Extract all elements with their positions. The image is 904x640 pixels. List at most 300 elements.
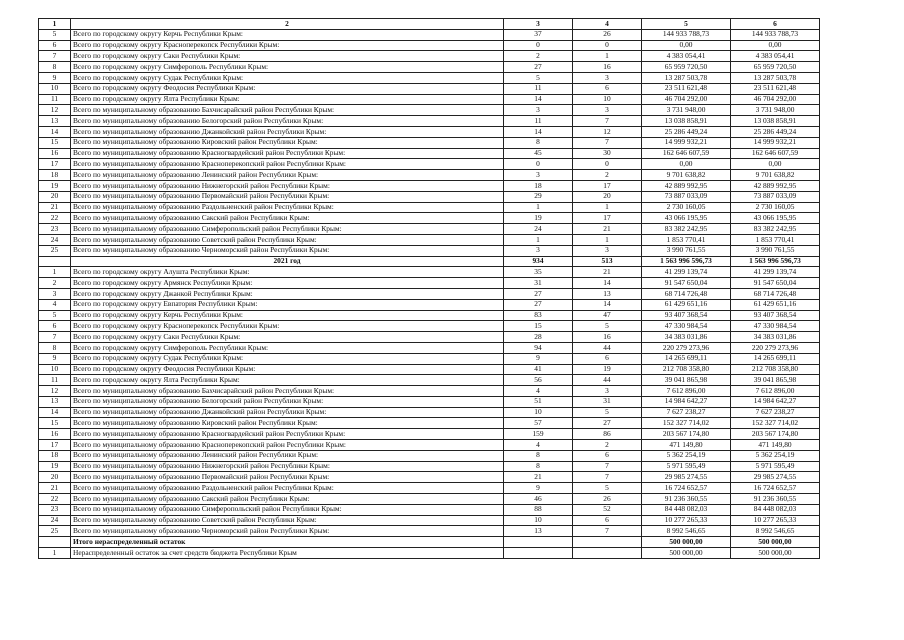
row-count-a: 4 [504, 440, 573, 451]
row-count-a: 934 [504, 256, 573, 267]
row-count-a: 13 [504, 526, 573, 537]
row-amount-b: 73 887 033,09 [731, 191, 820, 202]
table-row [39, 148, 820, 159]
row-number: 1 [39, 267, 71, 278]
row-count-b: 2 [573, 440, 642, 451]
row-amount-a: 0,00 [642, 159, 731, 170]
table-row [39, 180, 820, 191]
row-count-b: 7 [573, 116, 642, 127]
row-amount-b: 144 933 788,73 [731, 29, 820, 40]
row-amount-a: 152 327 714,02 [642, 418, 731, 429]
row-number: 13 [39, 116, 71, 127]
row-name: Всего по городскому округу Джанкой Республики Крым: [71, 288, 504, 299]
row-number [39, 256, 71, 267]
row-amount-a: 8 992 546,65 [642, 526, 731, 537]
table-body [39, 19, 820, 559]
table-row [39, 375, 820, 386]
table-row [39, 191, 820, 202]
table-row [39, 310, 820, 321]
table-row [39, 202, 820, 213]
row-name: Всего по муниципальному образованию Ленинский район Республики Крым: [71, 450, 504, 461]
row-name: Всего по муниципальному образованию Белогорский район Республики Крым: [71, 116, 504, 127]
row-count-a: 3 [504, 105, 573, 116]
table-row [39, 504, 820, 515]
row-count-b: 7 [573, 137, 642, 148]
allocation-table [38, 18, 820, 559]
header-cell: 6 [731, 19, 820, 30]
row-amount-a: 73 887 033,09 [642, 191, 731, 202]
row-amount-b: 162 646 607,59 [731, 148, 820, 159]
row-amount-a: 13 287 503,78 [642, 72, 731, 83]
table-row [39, 396, 820, 407]
table-row [39, 245, 820, 256]
row-amount-a: 500 000,00 [642, 548, 731, 559]
row-count-a: 9 [504, 483, 573, 494]
row-count-b: 3 [573, 386, 642, 397]
row-number: 18 [39, 170, 71, 181]
row-name: Всего по городскому округу Ялта Республики Крым: [71, 94, 504, 105]
row-count-b: 3 [573, 72, 642, 83]
row-number: 23 [39, 504, 71, 515]
row-amount-a: 91 236 360,55 [642, 494, 731, 505]
table-row [39, 62, 820, 73]
row-amount-b: 220 279 273,96 [731, 342, 820, 353]
row-amount-a: 83 382 242,95 [642, 224, 731, 235]
row-number: 19 [39, 180, 71, 191]
row-number: 25 [39, 245, 71, 256]
row-amount-a: 4 383 054,41 [642, 51, 731, 62]
row-count-a: 88 [504, 504, 573, 515]
row-number: 5 [39, 310, 71, 321]
row-amount-a: 5 971 595,49 [642, 461, 731, 472]
row-amount-a: 5 362 254,19 [642, 450, 731, 461]
row-amount-a: 29 985 274,55 [642, 472, 731, 483]
row-amount-a: 500 000,00 [642, 537, 731, 548]
table-row [39, 224, 820, 235]
row-count-a: 35 [504, 267, 573, 278]
row-number: 5 [39, 29, 71, 40]
row-count-b: 7 [573, 526, 642, 537]
row-number: 12 [39, 105, 71, 116]
row-name: Всего по муниципальному образованию Черноморский район Республики Крым: [71, 526, 504, 537]
row-amount-b: 68 714 726,48 [731, 288, 820, 299]
row-number: 12 [39, 386, 71, 397]
table-row [39, 364, 820, 375]
row-amount-a: 203 567 174,80 [642, 429, 731, 440]
row-number: 1 [39, 548, 71, 559]
row-amount-b: 39 041 865,98 [731, 375, 820, 386]
row-count-a: 0 [504, 159, 573, 170]
row-name: Всего по городскому округу Керчь Республики Крым: [71, 29, 504, 40]
table-row [39, 72, 820, 83]
row-name: Всего по городскому округу Алушта Республики Крым: [71, 267, 504, 278]
row-count-b: 14 [573, 278, 642, 289]
row-amount-a: 39 041 865,98 [642, 375, 731, 386]
row-number: 18 [39, 450, 71, 461]
row-count-b: 17 [573, 180, 642, 191]
row-amount-b: 14 984 642,27 [731, 396, 820, 407]
row-count-b: 26 [573, 29, 642, 40]
row-amount-b: 41 299 139,74 [731, 267, 820, 278]
row-amount-b: 13 287 503,78 [731, 72, 820, 83]
table-row [39, 407, 820, 418]
row-name: Всего по городскому округу Феодосия Республики Крым: [71, 364, 504, 375]
row-amount-a: 46 704 292,00 [642, 94, 731, 105]
row-count-a: 0 [504, 40, 573, 51]
row-count-b: 52 [573, 504, 642, 515]
row-count-a: 18 [504, 180, 573, 191]
table-row [39, 429, 820, 440]
row-amount-a: 0,00 [642, 40, 731, 51]
row-number [39, 537, 71, 548]
row-count-a: 4 [504, 386, 573, 397]
row-amount-b: 46 704 292,00 [731, 94, 820, 105]
row-amount-b: 7 627 238,27 [731, 407, 820, 418]
row-name: Всего по муниципальному образованию Симферопольский район Республики Крым: [71, 224, 504, 235]
row-amount-a: 34 383 031,86 [642, 332, 731, 343]
row-count-a: 2 [504, 51, 573, 62]
row-count-a: 28 [504, 332, 573, 343]
row-count-b: 3 [573, 105, 642, 116]
row-name: Всего по муниципальному образованию Первомайский район Республики Крым: [71, 472, 504, 483]
row-name: Всего по городскому округу Керчь Республики Крым: [71, 310, 504, 321]
row-amount-b: 5 971 595,49 [731, 461, 820, 472]
row-number: 14 [39, 126, 71, 137]
row-amount-a: 68 714 726,48 [642, 288, 731, 299]
row-count-b: 7 [573, 461, 642, 472]
row-number: 23 [39, 224, 71, 235]
row-count-a: 8 [504, 137, 573, 148]
row-amount-b: 10 277 265,33 [731, 515, 820, 526]
row-count-a: 41 [504, 364, 573, 375]
row-count-b: 16 [573, 62, 642, 73]
row-count-a: 10 [504, 407, 573, 418]
row-count-b: 6 [573, 83, 642, 94]
row-amount-a: 43 066 195,95 [642, 213, 731, 224]
row-name: Всего по городскому округу Симферополь Республики Крым: [71, 62, 504, 73]
row-number: 3 [39, 288, 71, 299]
row-amount-b: 0,00 [731, 40, 820, 51]
table-row [39, 170, 820, 181]
row-amount-b: 14 265 699,11 [731, 353, 820, 364]
row-count-a: 56 [504, 375, 573, 386]
row-number: 16 [39, 148, 71, 159]
row-count-b: 19 [573, 364, 642, 375]
row-amount-b: 3 731 948,00 [731, 105, 820, 116]
table-row [39, 299, 820, 310]
row-count-b: 14 [573, 299, 642, 310]
row-number: 4 [39, 299, 71, 310]
row-amount-a: 1 563 996 596,73 [642, 256, 731, 267]
row-count-a: 9 [504, 353, 573, 364]
row-amount-a: 42 889 992,95 [642, 180, 731, 191]
row-number: 6 [39, 321, 71, 332]
row-count-a: 29 [504, 191, 573, 202]
row-count-b: 1 [573, 51, 642, 62]
row-number: 17 [39, 159, 71, 170]
row-amount-a: 3 731 948,00 [642, 105, 731, 116]
row-name: Всего по муниципальному образованию Нижнегорский район Республики Крым: [71, 461, 504, 472]
table-row [39, 83, 820, 94]
row-amount-b: 500 000,00 [731, 537, 820, 548]
row-count-b: 513 [573, 256, 642, 267]
table-row [39, 234, 820, 245]
row-count-b: 16 [573, 332, 642, 343]
row-name: Всего по городскому округу Феодосия Республики Крым: [71, 83, 504, 94]
row-name: Всего по городскому округу Судак Республики Крым: [71, 72, 504, 83]
row-amount-a: 14 265 699,11 [642, 353, 731, 364]
row-number: 25 [39, 526, 71, 537]
table-header-row [39, 19, 820, 30]
row-count-b: 5 [573, 483, 642, 494]
row-name: Всего по городскому округу Симферополь Республики Крым: [71, 342, 504, 353]
table-row [39, 29, 820, 40]
row-name: Всего по муниципальному образованию Красноперекопский район Республики Крым: [71, 440, 504, 451]
row-number: 24 [39, 234, 71, 245]
row-count-b: 10 [573, 94, 642, 105]
row-number: 15 [39, 418, 71, 429]
table-row [39, 51, 820, 62]
row-number: 15 [39, 137, 71, 148]
row-number: 6 [39, 40, 71, 51]
row-amount-b: 91 547 650,04 [731, 278, 820, 289]
table-row [39, 461, 820, 472]
table-row [39, 472, 820, 483]
table-row [39, 440, 820, 451]
row-number: 16 [39, 429, 71, 440]
row-number: 20 [39, 191, 71, 202]
row-count-b: 17 [573, 213, 642, 224]
table-row [39, 126, 820, 137]
row-amount-b: 4 383 054,41 [731, 51, 820, 62]
row-count-a: 3 [504, 170, 573, 181]
row-count-b: 0 [573, 159, 642, 170]
row-number: 19 [39, 461, 71, 472]
row-count-a: 8 [504, 461, 573, 472]
row-number: 10 [39, 83, 71, 94]
row-count-a: 3 [504, 245, 573, 256]
row-name: Всего по городскому округу Армянск Республики Крым: [71, 278, 504, 289]
row-amount-b: 65 959 720,50 [731, 62, 820, 73]
row-count-b: 21 [573, 224, 642, 235]
row-number: 11 [39, 94, 71, 105]
table-row [39, 116, 820, 127]
row-count-b: 47 [573, 310, 642, 321]
row-count-b: 27 [573, 418, 642, 429]
row-count-b: 31 [573, 396, 642, 407]
row-name: Всего по муниципальному образованию Советский район Республики Крым: [71, 234, 504, 245]
row-amount-b: 1 853 770,41 [731, 234, 820, 245]
row-count-a: 94 [504, 342, 573, 353]
row-number: 7 [39, 51, 71, 62]
row-number: 13 [39, 396, 71, 407]
row-number: 7 [39, 332, 71, 343]
row-name: Всего по муниципальному образованию Черноморский район Республики Крым: [71, 245, 504, 256]
row-count-b: 6 [573, 515, 642, 526]
row-amount-a: 212 708 358,80 [642, 364, 731, 375]
row-amount-b: 16 724 652,57 [731, 483, 820, 494]
table-row [39, 332, 820, 343]
row-name: Всего по муниципальному образованию Бахчисарайский район Республики Крым: [71, 105, 504, 116]
row-count-b: 12 [573, 126, 642, 137]
row-amount-b: 212 708 358,80 [731, 364, 820, 375]
row-count-b: 6 [573, 450, 642, 461]
row-name: Всего по муниципальному образованию Красноперекопский район Республики Крым: [71, 159, 504, 170]
table-row [39, 483, 820, 494]
header-cell: 2 [71, 19, 504, 30]
row-amount-b: 2 730 160,05 [731, 202, 820, 213]
table-row [39, 418, 820, 429]
row-name: Всего по городскому округу Евпатория Республики Крым: [71, 299, 504, 310]
row-number: 2 [39, 278, 71, 289]
row-name: Всего по муниципальному образованию Советский район Республики Крым: [71, 515, 504, 526]
row-number: 8 [39, 342, 71, 353]
row-name: Всего по муниципальному образованию Первомайский район Республики Крым: [71, 191, 504, 202]
row-count-b: 30 [573, 148, 642, 159]
row-count-a: 83 [504, 310, 573, 321]
row-amount-a: 91 547 650,04 [642, 278, 731, 289]
row-count-a: 27 [504, 62, 573, 73]
row-name: Всего по муниципальному образованию Раздольненский район Республики Крым: [71, 202, 504, 213]
row-count-a: 15 [504, 321, 573, 332]
row-amount-b: 61 429 651,16 [731, 299, 820, 310]
header-cell: 3 [504, 19, 573, 30]
table-row [39, 515, 820, 526]
row-count-b: 44 [573, 342, 642, 353]
row-amount-b: 8 992 546,65 [731, 526, 820, 537]
row-amount-b: 14 999 932,21 [731, 137, 820, 148]
row-count-a [504, 537, 573, 548]
row-amount-a: 65 959 720,50 [642, 62, 731, 73]
row-count-a: 5 [504, 72, 573, 83]
row-count-b: 1 [573, 234, 642, 245]
table-row [39, 159, 820, 170]
table-row [39, 321, 820, 332]
row-amount-b: 500 000,00 [731, 548, 820, 559]
row-name: Всего по муниципальному образованию Кировский район Республики Крым: [71, 137, 504, 148]
row-count-b: 1 [573, 202, 642, 213]
row-amount-b: 1 563 996 596,73 [731, 256, 820, 267]
row-amount-a: 10 277 265,33 [642, 515, 731, 526]
table-row [39, 342, 820, 353]
row-count-b: 13 [573, 288, 642, 299]
row-count-b: 3 [573, 245, 642, 256]
row-count-a: 45 [504, 148, 573, 159]
row-count-b: 5 [573, 321, 642, 332]
header-cell: 4 [573, 19, 642, 30]
row-count-a: 11 [504, 83, 573, 94]
row-count-a: 24 [504, 224, 573, 235]
row-name: Всего по муниципальному образованию Кировский район Республики Крым: [71, 418, 504, 429]
row-number: 9 [39, 72, 71, 83]
row-amount-a: 16 724 652,57 [642, 483, 731, 494]
table-row [39, 494, 820, 505]
row-amount-b: 47 330 984,54 [731, 321, 820, 332]
row-name: Всего по муниципальному образованию Красногвардейский район Республики Крым: [71, 148, 504, 159]
table-row [39, 450, 820, 461]
row-count-a: 21 [504, 472, 573, 483]
row-amount-a: 14 999 932,21 [642, 137, 731, 148]
row-amount-b: 91 236 360,55 [731, 494, 820, 505]
row-name: Всего по муниципальному образованию Симферопольский район Республики Крым: [71, 504, 504, 515]
row-number: 21 [39, 202, 71, 213]
row-amount-b: 203 567 174,80 [731, 429, 820, 440]
row-number: 22 [39, 494, 71, 505]
row-number: 9 [39, 353, 71, 364]
table-row [39, 526, 820, 537]
document-sheet [38, 18, 819, 559]
row-count-b: 6 [573, 353, 642, 364]
row-amount-a: 61 429 651,16 [642, 299, 731, 310]
row-number: 22 [39, 213, 71, 224]
table-row [39, 288, 820, 299]
row-amount-a: 47 330 984,54 [642, 321, 731, 332]
row-count-a: 46 [504, 494, 573, 505]
table-row [39, 386, 820, 397]
row-name: Всего по муниципальному образованию Джанкойский район Республики Крым: [71, 126, 504, 137]
row-count-a: 57 [504, 418, 573, 429]
row-amount-a: 7 612 896,00 [642, 386, 731, 397]
row-amount-b: 93 407 368,54 [731, 310, 820, 321]
row-count-a: 1 [504, 234, 573, 245]
row-name: Всего по муниципальному образованию Нижнегорский район Республики Крым: [71, 180, 504, 191]
row-name: Всего по городскому округу Саки Республики Крым: [71, 332, 504, 343]
row-count-a: 159 [504, 429, 573, 440]
row-name: Всего по муниципальному образованию Раздольненский район Республики Крым: [71, 483, 504, 494]
row-amount-b: 5 362 254,19 [731, 450, 820, 461]
row-amount-a: 7 627 238,27 [642, 407, 731, 418]
row-amount-a: 13 038 858,91 [642, 116, 731, 127]
row-amount-a: 162 646 607,59 [642, 148, 731, 159]
total-row [39, 256, 820, 267]
row-count-a: 19 [504, 213, 573, 224]
row-number: 10 [39, 364, 71, 375]
row-amount-a: 3 990 761,55 [642, 245, 731, 256]
row-amount-a: 9 701 638,82 [642, 170, 731, 181]
row-count-b: 86 [573, 429, 642, 440]
row-count-a: 14 [504, 94, 573, 105]
row-count-b [573, 548, 642, 559]
row-amount-a: 1 853 770,41 [642, 234, 731, 245]
row-amount-b: 0,00 [731, 159, 820, 170]
remainder-total-row [39, 537, 820, 548]
row-amount-b: 3 990 761,55 [731, 245, 820, 256]
row-count-a: 1 [504, 202, 573, 213]
table-row [39, 94, 820, 105]
row-amount-a: 25 286 449,24 [642, 126, 731, 137]
row-count-b: 5 [573, 407, 642, 418]
row-amount-b: 84 448 082,03 [731, 504, 820, 515]
row-amount-b: 34 383 031,86 [731, 332, 820, 343]
row-count-a: 37 [504, 29, 573, 40]
row-number: 14 [39, 407, 71, 418]
row-amount-a: 14 984 642,27 [642, 396, 731, 407]
row-amount-b: 43 066 195,95 [731, 213, 820, 224]
row-number: 20 [39, 472, 71, 483]
table-row [39, 278, 820, 289]
row-count-b: 21 [573, 267, 642, 278]
row-amount-a: 23 511 621,48 [642, 83, 731, 94]
row-amount-b: 471 149,80 [731, 440, 820, 451]
row-name: 2021 год [71, 256, 504, 267]
row-amount-b: 9 701 638,82 [731, 170, 820, 181]
row-count-b: 20 [573, 191, 642, 202]
row-count-b: 44 [573, 375, 642, 386]
row-count-a: 31 [504, 278, 573, 289]
row-number: 8 [39, 62, 71, 73]
row-amount-b: 83 382 242,95 [731, 224, 820, 235]
row-count-a: 8 [504, 450, 573, 461]
